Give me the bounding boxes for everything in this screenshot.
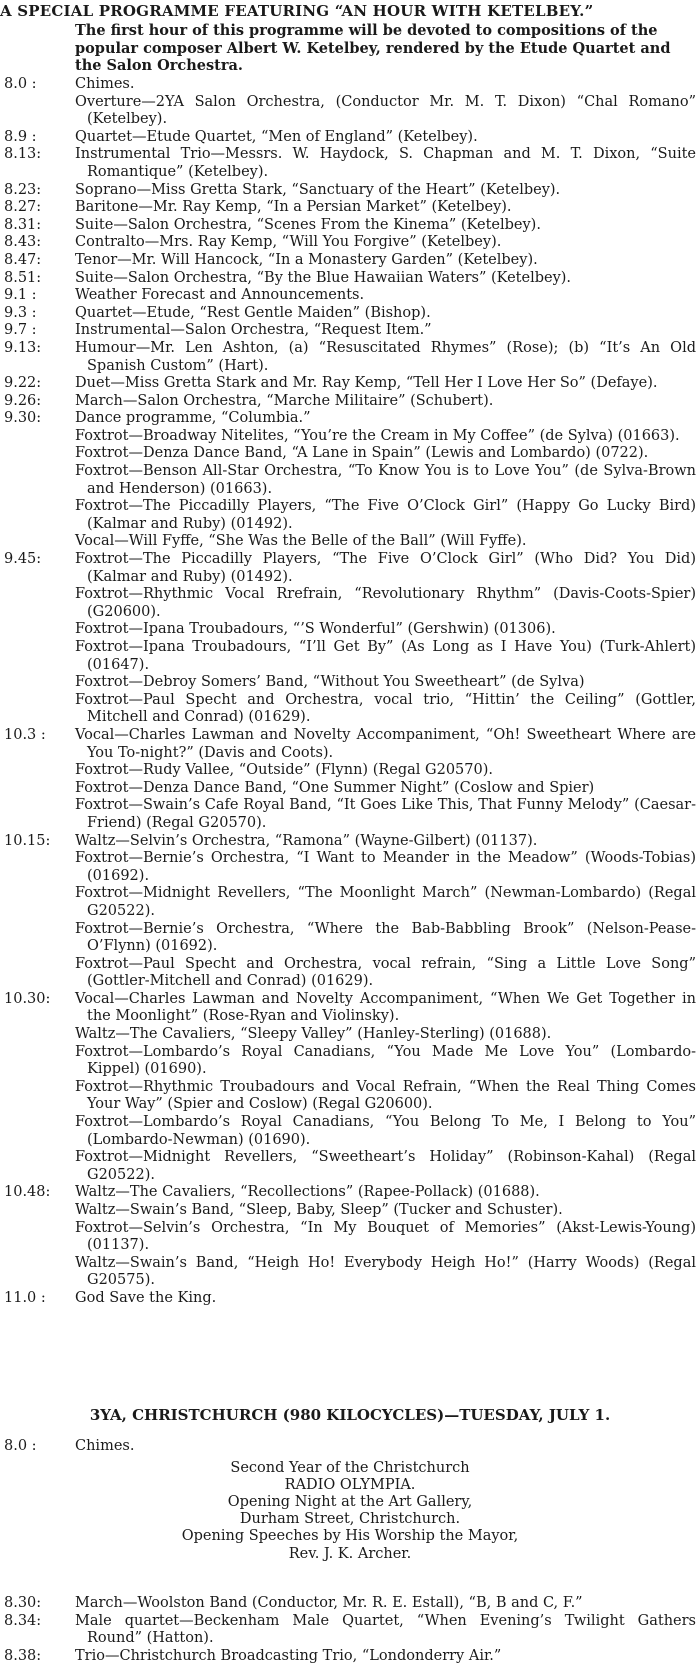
entry-line: Foxtrot—Bernie’s Orchestra, “I Want to Meander in the Meadow” (Woods-Tobias) (01692). bbox=[75, 850, 696, 884]
entry-line: Foxtrot—Midnight Revellers, “Sweetheart’s Holiday” (Robinson-Kahal) (Regal G20522). bbox=[75, 1149, 696, 1183]
entry-text bbox=[75, 322, 700, 340]
entry-line: Waltz—Swain’s Band, “Heigh Ho! Everybody Heigh Ho!” (Harry Woods) (Regal G20575). bbox=[75, 1254, 696, 1289]
entry-line: Waltz—The Cavaliers, “Sleepy Valley” (Hanley-Sterling) (01688). bbox=[75, 1026, 552, 1043]
entry-time: 8.23: bbox=[4, 181, 42, 198]
programme-entry bbox=[0, 234, 700, 252]
entry-line: Trio—Christchurch Broadcasting Trio, “Londonderry Air.” bbox=[75, 1647, 502, 1664]
entry-time: 10.3 : bbox=[4, 726, 46, 743]
entry-text bbox=[75, 410, 700, 428]
entry-line: Waltz—Selvin’s Orchestra, “Ramona” (Wayne-Gilbert) (01137). bbox=[75, 832, 538, 849]
programme-entry bbox=[0, 410, 700, 428]
centered-line: Opening Speeches by His Worship the Mayor, bbox=[181, 1528, 519, 1545]
entry-text bbox=[75, 375, 700, 393]
entry-line: Foxtrot—Rhythmic Vocal Rrefrain, “Revolutionary Rhythm” (Davis-Coots-Spier) (G20600). bbox=[75, 586, 696, 620]
entry-line: Foxtrot—Paul Specht and Orchestra, vocal trio, “Hittin’ the Ceiling” (Gottler, Mitchell and Conrad) (01629). bbox=[75, 691, 696, 726]
entry-text bbox=[75, 234, 700, 252]
entry-time: 9.7 : bbox=[4, 322, 37, 339]
entry-line: Foxtrot—Swain’s Cafe Royal Band, “It Goes Like This, That Funny Melody” (Caesar-Friend) (Regal G20570). bbox=[75, 797, 696, 831]
entry-text bbox=[75, 252, 700, 270]
entry-line: Soprano—Miss Gretta Stark, “Sanctuary of the Heart” (Ketelbey). bbox=[75, 181, 561, 198]
entry-line: Duet—Miss Gretta Stark and Mr. Ray Kemp, “Tell Her I Love Her So” (Defaye). bbox=[75, 375, 658, 392]
entry-text bbox=[75, 551, 700, 727]
entry-line: Suite—Salon Orchestra, “Scenes From the Kinema” (Ketelbey). bbox=[75, 216, 541, 233]
entry-line: Male quartet—Beckenham Male Quartet, “When Evening’s Twilight Gathers Round” (Hatton). bbox=[75, 1612, 696, 1647]
entry-time: 10.30: bbox=[4, 990, 51, 1007]
programme-entry bbox=[0, 287, 700, 305]
entry-time bbox=[0, 428, 75, 551]
entry-text bbox=[75, 94, 700, 129]
programme-heading: A SPECIAL PROGRAMME FEATURING “AN HOUR WITH KETELBEY.” bbox=[0, 2, 594, 20]
entry-line: Weather Forecast and Announcements. bbox=[75, 287, 365, 304]
entry-text bbox=[75, 146, 700, 181]
entry-text bbox=[75, 305, 700, 323]
entry-time: 11.0 : bbox=[4, 1289, 46, 1306]
entry-time: 9.45: bbox=[4, 551, 42, 568]
entry-time: 8.0 : bbox=[4, 1438, 37, 1454]
entry-time: 8.0 : bbox=[4, 76, 37, 92]
entry-line: Foxtrot—Lombardo’s Royal Canadians, “You Belong To Me, I Belong to You” (Lombardo-Newman) (01690). bbox=[75, 1114, 696, 1148]
station-heading: 3YA, CHRISTCHURCH (980 KILOCYCLES)—TUESDAY, JULY 1. bbox=[89, 1406, 611, 1424]
programme-entry bbox=[0, 727, 700, 833]
programme-entry bbox=[0, 305, 700, 323]
entry-line: Vocal—Charles Lawman and Novelty Accompaniment, “When We Get Together in the Moonlight” (Rose-Ryan and Violinsky). bbox=[75, 990, 696, 1025]
entry-time: 10.48: bbox=[4, 1184, 51, 1201]
entry-time: 9.3 : bbox=[4, 304, 37, 321]
programme-entries bbox=[0, 76, 700, 1308]
entry-line: Foxtrot—Ipana Troubadours, “I’ll Get By” (As Long as I Have You) (Turk-Ahlert) (01647). bbox=[75, 639, 696, 673]
programme-entry bbox=[0, 182, 700, 200]
entry-line: Vocal—Charles Lawman and Novelty Accompaniment, “Oh! Sweetheart Where are You To-night?” (Davis and Coots). bbox=[75, 726, 696, 761]
entry-line: Quartet—Etude Quartet, “Men of England” (Ketelbey). bbox=[75, 128, 478, 145]
entry-text bbox=[75, 270, 700, 288]
programme-entry bbox=[0, 551, 700, 727]
programme-entry bbox=[0, 270, 700, 288]
second-programme bbox=[0, 1438, 700, 1563]
entry-text bbox=[75, 76, 700, 94]
entry-line: Foxtrot—Rudy Vallee, “Outside” (Flynn) (Regal G20570). bbox=[75, 762, 493, 779]
entry-line: Waltz—The Cavaliers, “Recollections” (Rapee-Pollack) (01688). bbox=[75, 1184, 540, 1201]
programme-entry bbox=[0, 340, 700, 375]
entry-time: 8.27: bbox=[4, 199, 42, 216]
entry-text bbox=[75, 129, 700, 147]
entry-line: Contralto—Mrs. Ray Kemp, “Will You Forgive” (Ketelbey). bbox=[75, 234, 502, 251]
programme-entry bbox=[0, 1184, 700, 1290]
entry-line: Foxtrot—Broadway Nitelites, “You’re the Cream in My Coffee” (de Sylva) (01663). bbox=[75, 427, 680, 444]
entry-line: Humour—Mr. Len Ashton, (a) “Resuscitated Rhymes” (Rose); (b) “It’s An Old Spanish Custom” (Hart). bbox=[75, 339, 696, 374]
entry-line: Foxtrot—The Piccadilly Players, “The Five O’Clock Girl” (Happy Go Lucky Bird) (Kalmar and Ruby) (01492). bbox=[75, 498, 696, 532]
entry-time: 9.1 : bbox=[4, 287, 37, 304]
entry-line: Foxtrot—Lombardo’s Royal Canadians, “You Made Me Love You” (Lombardo-Kippel) (01690). bbox=[75, 1043, 696, 1078]
entry-time: 10.15: bbox=[4, 832, 51, 849]
entry-line: Instrumental Trio—Messrs. W. Haydock, S. Chapman and M. T. Dixon, “Suite Romantique” (Ketelbey). bbox=[75, 146, 696, 180]
programme-entry bbox=[0, 991, 700, 1185]
entry-line: Dance programme, “Columbia.” bbox=[75, 410, 311, 427]
entry-time: 8.47: bbox=[4, 251, 42, 268]
programme-entry bbox=[0, 94, 700, 129]
programme-entry bbox=[0, 1613, 700, 1648]
entry-time: 8.43: bbox=[4, 234, 42, 251]
entry-text bbox=[75, 393, 700, 411]
entry-line: Quartet—Etude, “Rest Gentle Maiden” (Bishop). bbox=[75, 304, 431, 321]
entry-time: 8.13: bbox=[4, 146, 42, 163]
entry-line: Foxtrot—Selvin’s Orchestra, “In My Bouquet of Memories” (Akst-Lewis-Young) (01137). bbox=[75, 1219, 696, 1254]
entry-text bbox=[75, 1613, 700, 1648]
programme-entry bbox=[0, 252, 700, 270]
entry-text bbox=[75, 340, 700, 375]
entry-line: Foxtrot—The Piccadilly Players, “The Five O’Clock Girl” (Who Did? You Did) (Kalmar and Ruby) (01492). bbox=[75, 551, 696, 585]
entry-time: 8.51: bbox=[4, 269, 42, 286]
entry-text bbox=[75, 833, 700, 991]
entry-line: Foxtrot—Debroy Somers’ Band, “Without You Sweetheart” (de Sylva) bbox=[75, 674, 585, 691]
entry-line: Tenor—Mr. Will Hancock, “In a Monastery Garden” (Ketelbey). bbox=[75, 251, 538, 268]
programme-entry bbox=[0, 146, 700, 181]
programme-entry bbox=[0, 1648, 700, 1666]
entry-line: Instrumental—Salon Orchestra, “Request Item.” bbox=[75, 322, 432, 339]
programme-entry bbox=[0, 833, 700, 991]
entry-line: Waltz—Swain’s Band, “Sleep, Baby, Sleep” (Tucker and Schuster). bbox=[75, 1202, 563, 1218]
programme-entry bbox=[0, 1595, 700, 1613]
programme-entry bbox=[0, 129, 700, 147]
entry-line: Foxtrot—Denza Dance Band, “One Summer Night” (Coslow and Spier) bbox=[75, 779, 595, 796]
entry-line: Vocal—Will Fyffe, “She Was the Belle of the Ball” (Will Fyffe). bbox=[75, 533, 527, 550]
entry-line: March—Woolston Band (Conductor, Mr. R. E. Estall), “B, B and C, F.” bbox=[75, 1595, 583, 1611]
programme-entry bbox=[0, 375, 700, 393]
entry-time: 8.9 : bbox=[4, 128, 37, 145]
centered-line: Rev. J. K. Archer. bbox=[288, 1545, 412, 1562]
entry-time: 9.22: bbox=[4, 375, 42, 392]
programme-entry bbox=[0, 217, 700, 235]
programme-entry bbox=[0, 428, 700, 551]
programme-entry bbox=[0, 76, 700, 94]
entry-line: Baritone—Mr. Ray Kemp, “In a Persian Market” (Ketelbey). bbox=[75, 199, 512, 216]
centered-line: Opening Night at the Art Gallery, bbox=[227, 1494, 473, 1510]
centered-announcement bbox=[0, 1460, 700, 1563]
entry-text: Chimes. bbox=[75, 1438, 135, 1454]
programme-entry bbox=[0, 1290, 700, 1308]
centered-line: Durham Street, Christchurch. bbox=[239, 1511, 461, 1528]
entry-line: Foxtrot—Ipana Troubadours, “’S Wonderful” (Gershwin) (01306). bbox=[75, 621, 556, 638]
entry-text bbox=[75, 287, 700, 305]
entry-line: March—Salon Orchestra, “Marche Militaire” (Schubert). bbox=[75, 392, 494, 409]
entry-line: Chimes. bbox=[75, 76, 135, 92]
entry-text bbox=[75, 217, 700, 235]
programme-intro: The first hour of this programme will be devoted to compositions of the popular composer Albert W. Ketelbey, rendered by the Etude Quartet and the Salon Orchestra. bbox=[75, 22, 671, 75]
programme-entry bbox=[0, 322, 700, 340]
entry-text bbox=[75, 1290, 700, 1308]
entry-time: 8.30: bbox=[4, 1595, 42, 1611]
entry-time bbox=[0, 94, 75, 129]
entry-text bbox=[75, 428, 700, 551]
entry-text bbox=[75, 1184, 700, 1290]
centered-line: RADIO OLYMPIA. bbox=[284, 1476, 416, 1493]
entry-time: 9.13: bbox=[4, 339, 42, 356]
entry-time: 9.30: bbox=[4, 410, 42, 427]
entry-line: Foxtrot—Benson All-Star Orchestra, “To Know You is to Love You” (de Sylva-Brown and Henderson) (01663). bbox=[75, 463, 696, 497]
entry-time: 8.38: bbox=[4, 1647, 42, 1664]
programme-entry bbox=[0, 393, 700, 411]
programme-entry bbox=[0, 199, 700, 217]
entry-time: 8.31: bbox=[4, 216, 42, 233]
entry-line: Overture—2YA Salon Orchestra, (Conductor Mr. M. T. Dixon) “Chal Romano” (Ketelbey). bbox=[75, 93, 696, 128]
programme-entry bbox=[0, 1438, 700, 1456]
entry-line: Foxtrot—Bernie’s Orchestra, “Where the Bab-Babbling Brook” (Nelson-Pease-O’Flynn) (01692). bbox=[75, 920, 696, 955]
entry-line: Foxtrot—Denza Dance Band, “A Lane in Spain” (Lewis and Lombardo) (0722). bbox=[75, 445, 649, 462]
entry-line: Foxtrot—Paul Specht and Orchestra, vocal refrain, “Sing a Little Love Song” (Gottler-Mitchell and Conrad) (01629). bbox=[75, 955, 696, 990]
entry-line: Foxtrot—Rhythmic Troubadours and Vocal Refrain, “When the Real Thing Comes Your Way” (Spier and Coslow) (Regal G20600). bbox=[75, 1078, 696, 1113]
entry-line: Suite—Salon Orchestra, “By the Blue Hawaiian Waters” (Ketelbey). bbox=[75, 269, 572, 286]
entry-text bbox=[75, 182, 700, 200]
entry-text bbox=[75, 1595, 700, 1613]
entry-line: Foxtrot—Midnight Revellers, “The Moonlight March” (Newman-Lombardo) (Regal G20522). bbox=[75, 885, 696, 919]
entry-time: 8.34: bbox=[4, 1612, 42, 1629]
entry-text bbox=[75, 1648, 700, 1666]
entry-time: 9.26: bbox=[4, 392, 42, 409]
entry-text bbox=[75, 727, 700, 833]
entry-text bbox=[75, 991, 700, 1185]
centered-line: Second Year of the Christchurch bbox=[230, 1459, 470, 1476]
entry-text bbox=[75, 199, 700, 217]
closing-entries bbox=[0, 1595, 700, 1665]
entry-line: God Save the King. bbox=[75, 1289, 217, 1306]
